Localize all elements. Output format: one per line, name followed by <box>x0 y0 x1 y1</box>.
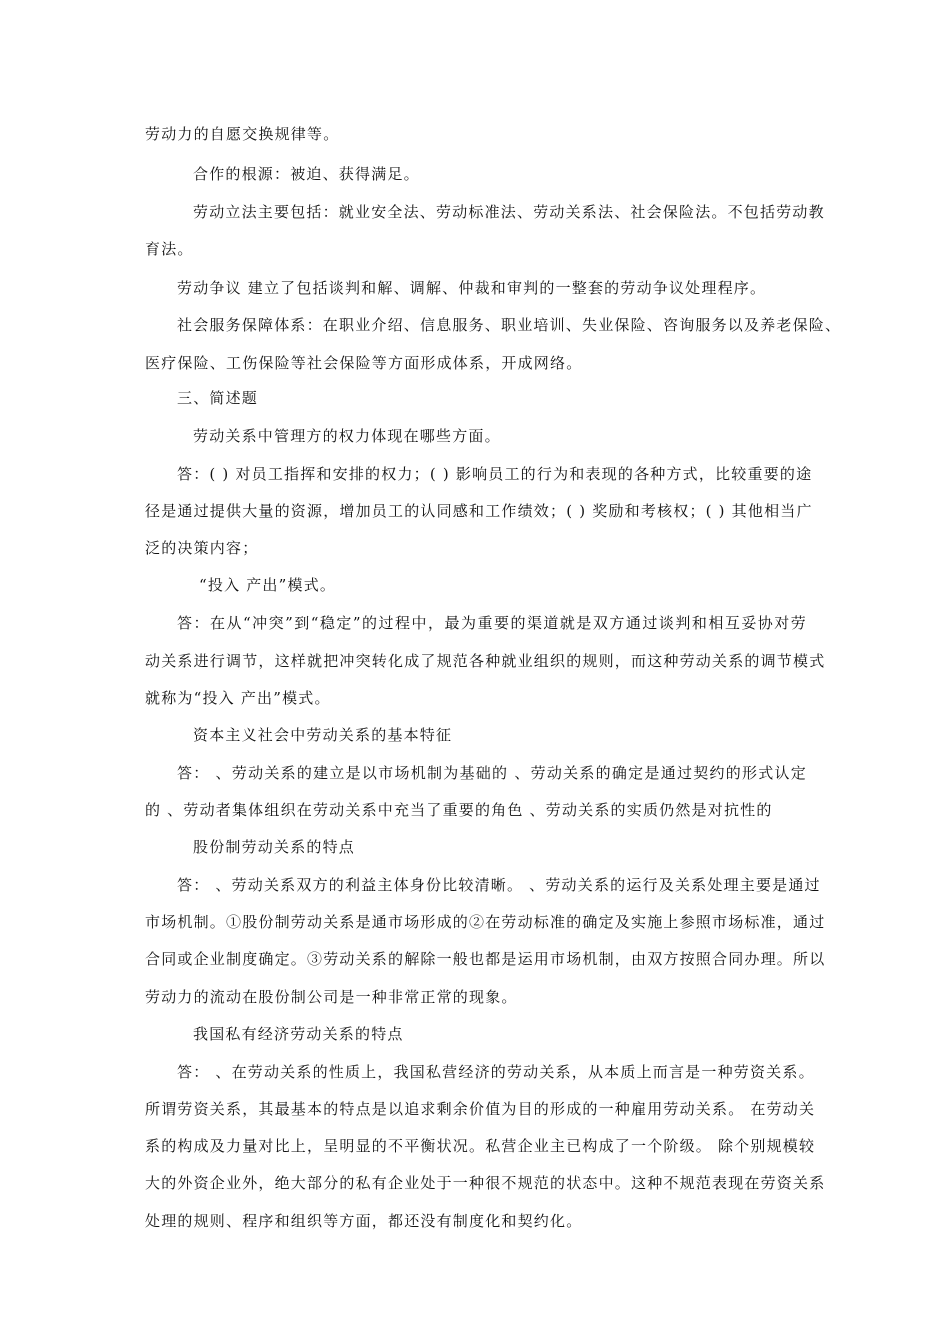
text-line: 答： 、在劳动关系的性质上，我国私营经济的劳动关系，从本质上而言是一种劳资关系。 <box>177 1063 815 1081</box>
question-title: 劳动关系中管理方的权力体现在哪些方面。 <box>193 427 501 445</box>
question-title: 股份制劳动关系的特点 <box>193 838 356 856</box>
text-line: 所谓劳资关系，其最基本的特点是以追求剩余价值为目的形成的一种雇用劳动关系。 在劳动关 <box>145 1100 816 1118</box>
text-line: 合作的根源：被迫、获得满足。 <box>193 165 420 183</box>
section-heading: 三、简述题 <box>177 389 259 407</box>
text-line: 动关系进行调节，这样就把冲突转化成了规范各种就业组织的规则，而这种劳动关系的调节模式 <box>145 652 826 670</box>
question-title: 我国私有经济劳动关系的特点 <box>193 1025 404 1043</box>
text-line: 径是通过提供大量的资源，增加员工的认同感和工作绩效；( ) 奖励和考核权；( ) 其他相当广 <box>145 502 813 520</box>
text-line: 泛的决策内容； <box>145 539 259 557</box>
text-line: 劳动立法主要包括：就业安全法、劳动标准法、劳动关系法、社会保险法。不包括劳动教 <box>193 203 825 221</box>
text-line: 处理的规则、程序和组织等方面，都还没有制度化和契约化。 <box>145 1212 583 1230</box>
text-line: 的 、劳动者集体组织在劳动关系中充当了重要的角色 、劳动关系的实质仍然是对抗性的 <box>145 801 773 819</box>
text-line: 系的构成及力量对比上，呈明显的不平衡状况。私营企业主已构成了一个阶级。 除个别规模较 <box>145 1137 816 1155</box>
text-line: 劳动力的流动在股份制公司是一种非常正常的现象。 <box>145 988 518 1006</box>
text-line: 劳动力的自愿交换规律等。 <box>145 125 340 143</box>
text-line: 就称为“投入 产出”模式。 <box>145 689 331 707</box>
question-title: 资本主义社会中劳动关系的基本特征 <box>193 726 453 744</box>
text-line: 育法。 <box>145 240 194 258</box>
text-line: 大的外资企业外，绝大部分的私有企业处于一种很不规范的状态中。这种不规范表现在劳资关系 <box>145 1174 826 1192</box>
text-line: 答：在从“冲突”到“稳定”的过程中，最为重要的渠道就是双方通过谈判和相互妥协对劳 <box>177 614 807 632</box>
text-line: 答： 、劳动关系的建立是以市场机制为基础的 、劳动关系的确定是通过契约的形式认定 <box>177 764 807 782</box>
text-line: 市场机制。①股份制劳动关系是通市场形成的②在劳动标准的确定及实施上参照市场标准，通过 <box>145 913 826 931</box>
question-title: “投入 产出”模式。 <box>199 576 337 594</box>
text-line: 答： 、劳动关系双方的利益主体身份比较清晰。 、劳动关系的运行及关系处理主要是通过 <box>177 876 821 894</box>
text-line: 合同或企业制度确定。③劳动关系的解除一般也都是运用市场机制，由双方按照合同办理。所以 <box>145 950 826 968</box>
text-line: 医疗保险、工伤保险等社会保险等方面形成体系，开成网络。 <box>145 354 583 372</box>
text-line: 社会服务保障体系：在职业介绍、信息服务、职业培训、失业保险、咨询服务以及养老保险、 <box>177 316 842 334</box>
text-line: 答：( ) 对员工指挥和安排的权力；( ) 影响员工的行为和表现的各种方式，比较重要的途 <box>177 465 813 483</box>
text-line: 劳动争议 建立了包括谈判和解、调解、仲裁和审判的一整套的劳动争议处理程序。 <box>177 279 767 297</box>
